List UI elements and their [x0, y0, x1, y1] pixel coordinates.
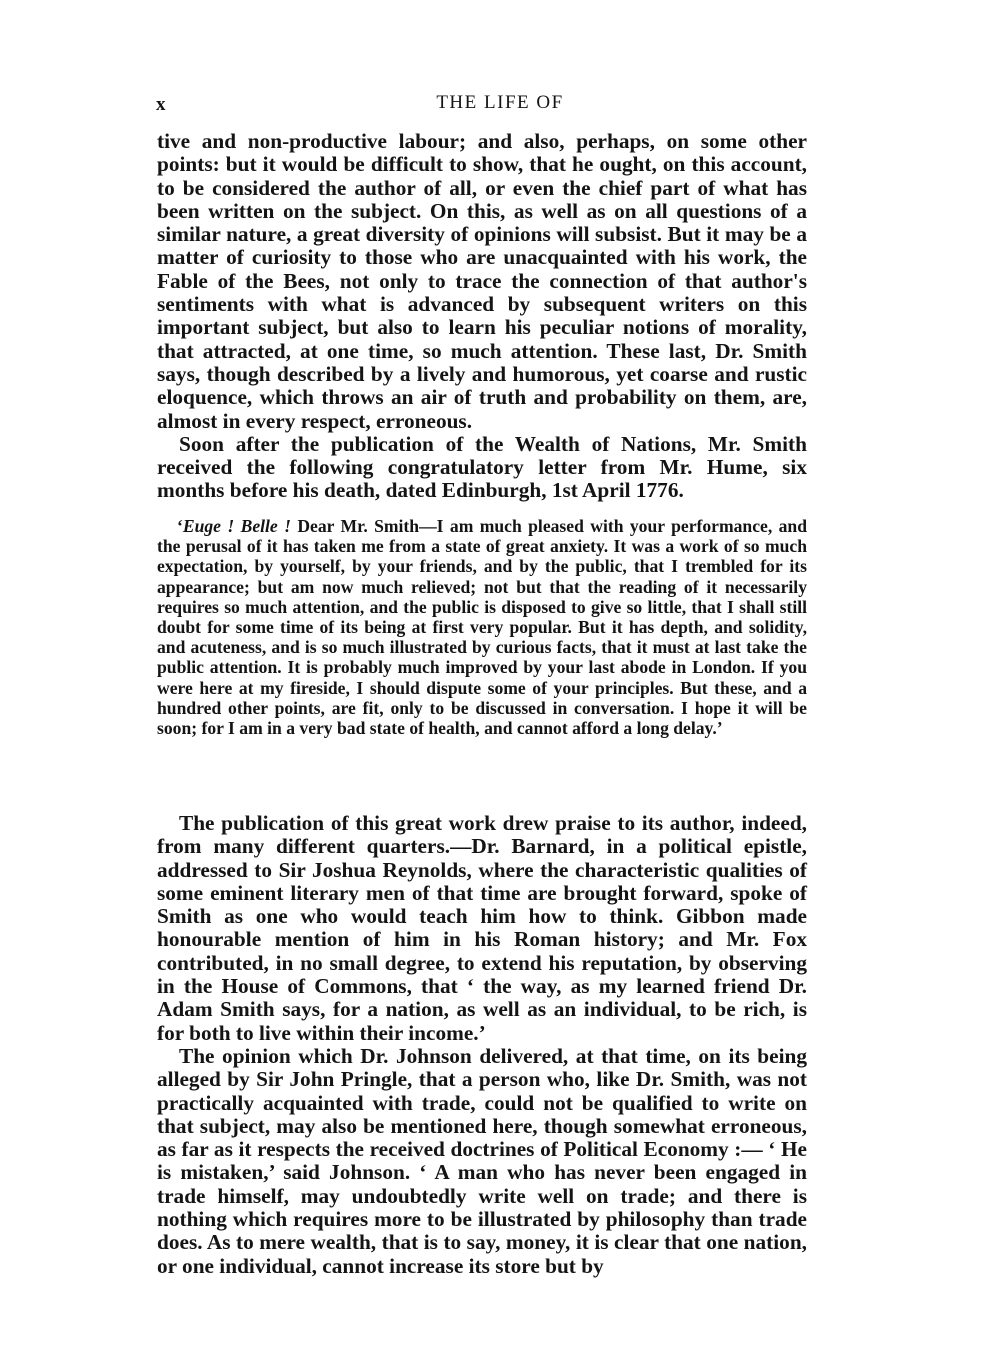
hume-letter-quote [157, 516, 807, 738]
letter-salutation: Euge ! Belle ! [182, 516, 291, 536]
paragraph-continuation: tive and non-productive labour; and also, perhaps, on some other points: but it would be difficult to show, that he ought, on this account, to be considered the author of all, or even the chief part of what has been written on the subject. On this, as well as on all questions of a similar nature, a great diversity of opinions will subsist. But it may be a matter of curiosity to those who are unacquainted with his work, the Fable of the Bees, not only to trace the connection of that author's sentiments with what is advanced by subsequent writers on this important subject, but also to learn his peculiar notions of morality, that attracted, at one time, so much attention. These last, Dr. Smith says, though described by a lively and humorous, yet coarse and rustic eloquence, which throws an air of truth and probability on them, are, almost in every respect, erroneous. [157, 129, 807, 433]
paragraph-hume-letter-intro: Soon after the publication of the Wealth of Nations, Mr. Smith received the following congratulatory letter from Mr. Hume, six months before his death, dated Edinburgh, 1st April 1776. [157, 431, 807, 503]
page-number: x [156, 94, 166, 115]
letter-paragraph [157, 516, 807, 738]
paragraph-johnson-opinion: The opinion which Dr. Johnson delivered, at that time, on its being alleged by Sir John Pringle, that a person who, like Dr. Smith, was not practically acquainted with trade, could not be qualified to write on that subject, may also be mentioned here, though somewhat erroneous, as far as it respects the received doctrines of Political Economy :— ‘ He is mistaken,’ said Johnson. ‘ A man who has never been engaged in trade himself, may undoubtedly write well on trade; and there is nothing which requires more to be illustrated by philosophy than trade does. As to mere wealth, that is to say, money, it is clear that one nation, or one individual, cannot increase its store but by [157, 1043, 807, 1278]
letter-body: Dear Mr. Smith—I am much pleased with your performance, and the perusal of it has taken me from a state of great anxiety. It was a work of so much expectation, by yourself, by your friends, and by the public, that I trembled for its appearance; but am now much relieved; not but that the reading of it necessarily requires so much attention, and the public is disposed to give so little, that I shall still doubt for some time of its being at first very popular. But it has depth, and solidity, and acuteness, and is so much illustrated by curious facts, that it must at last take the public attention. It is probably much improved by your last abode in London. If you were here at my fireside, I should dispute some of your principles. But these, and a hundred other points, are fit, only to be discussed in conversation. I hope it will be soon; for I am in a very bad state of health, and cannot afford a long delay.’ [157, 516, 807, 739]
body-section-2 [157, 812, 807, 1278]
running-title: THE LIFE OF [436, 92, 564, 113]
page-header [0, 92, 1000, 122]
body-section-1 [157, 130, 807, 503]
paragraph-praise: The publication of this great work drew praise to its author, indeed, from many different quarters.—Dr. Barnard, in a political epistle, addressed to Sir Joshua Reynolds, where the characteristic qualities of some eminent literary men of that time are brought forward, spoke of Smith as one who would teach him how to think. Gibbon made honourable mention of him in his Roman history; and Mr. Fox contributed, in no small degree, to extend his reputation, by observing in the House of Commons, that ‘ the way, as my learned friend Dr. Adam Smith says, for a nation, as well as an individual, to be rich, is for both to live within their income.’ [157, 811, 807, 1045]
letter-opening-quote: ‘ [177, 516, 183, 536]
